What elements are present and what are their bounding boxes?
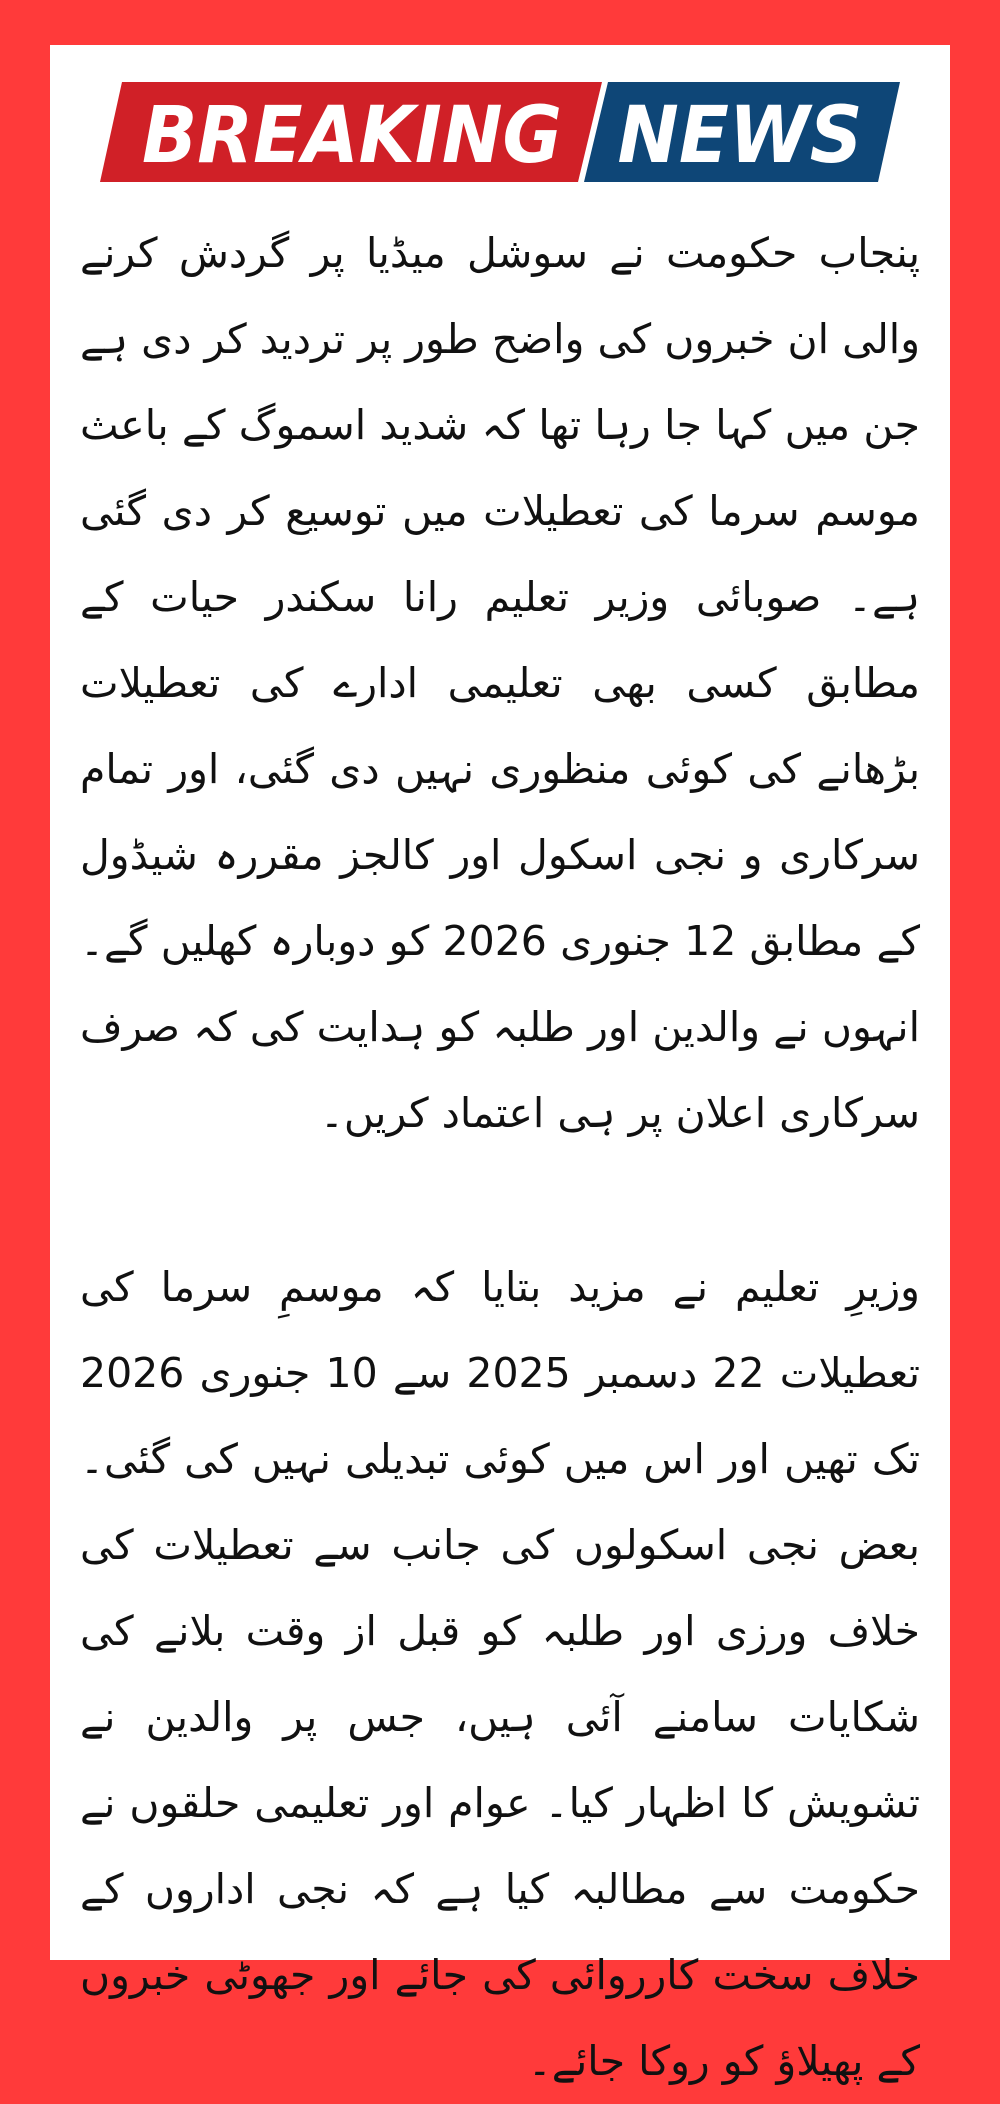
banner-word-news: NEWS	[617, 91, 863, 181]
article-paragraph-2: وزیرِ تعلیم نے مزید بتایا کہ موسمِ سرما کی تعطیلات 22 دسمبر 2025 سے 10 جنوری 2026 تک تھیں اور اس میں کوئی تبدیلی نہیں کی گئی۔ بعض نجی اسکولوں کی جانب سے تعطیلات کی خلاف ورزی اور طلبہ کو قبل از وقت بلانے کی شکایات سامنے آئی ہیں، جس پر والدین نے تشویش کا اظہار کیا۔ عوام اور تعلیمی حلقوں نے حکومت سے مطالبہ کیا ہے کہ نجی اداروں کے خلاف سخت کارروائی کی جائے اور جھوٹی خبروں کے پھیلاؤ کو روکا جائے۔	[80, 1263, 920, 2085]
banner-word-breaking: BREAKING	[142, 91, 562, 181]
article-card	[50, 45, 950, 2085]
article-body	[80, 210, 920, 2104]
breaking-news-logo	[100, 82, 900, 182]
article-paragraph-1: پنجاب حکومت نے سوشل میڈیا پر گردش کرنے والی ان خبروں کی واضح طور پر تردید کر دی ہے جن میں کہا جا رہا تھا کہ شدید اسموگ کے باعث موسم سرما کی تعطیلات میں توسیع کر دی گئی ہے۔ صوبائی وزیر تعلیم رانا سکندر حیات کے مطابق کسی بھی تعلیمی ادارے کی تعطیلات بڑھانے کی کوئی منظوری نہیں دی گئی، اور تمام سرکاری و نجی اسکول اور کالجز مقررہ شیڈول کے مطابق 12 جنوری 2026 کو دوبارہ کھلیں گے۔ انہوں نے والدین اور طلبہ کو ہدایت کی کہ صرف سرکاری اعلان پر ہی اعتماد کریں۔	[80, 229, 920, 1137]
breaking-news-banner	[100, 82, 900, 182]
